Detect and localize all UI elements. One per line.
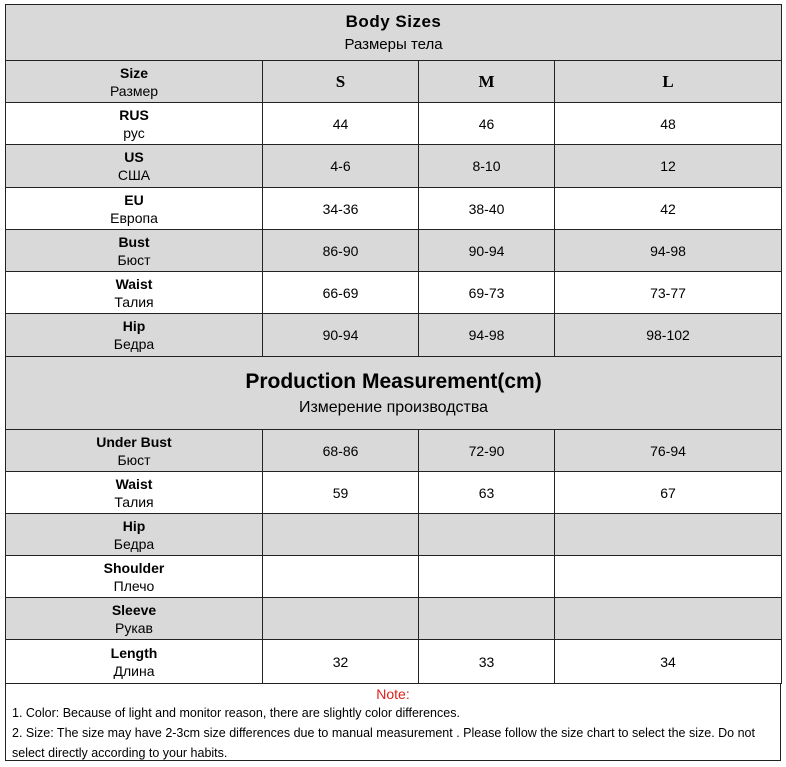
cell-m: 46: [419, 103, 555, 145]
production-subtitle: Измерение производства: [298, 399, 489, 416]
row-label: RUS рус: [6, 103, 263, 145]
table-row: [6, 230, 782, 272]
cell-s: [263, 556, 419, 598]
cell-s: [263, 514, 419, 556]
table-row: [6, 145, 782, 188]
cell-m: 69-73: [419, 272, 555, 314]
table-row: [6, 640, 782, 684]
table-row: [6, 472, 782, 514]
table-row: [6, 188, 782, 230]
cell-l: [555, 514, 782, 556]
note-line-size: 2. Size: The size may have 2-3cm size differences due to manual measurement . Please follow the size chart to select the size. Do not select directly according to your habits.: [12, 726, 755, 760]
cell-m: 8-10: [419, 145, 555, 188]
size-header-s: S: [263, 61, 419, 103]
row-label: Hip Бедра: [6, 314, 263, 357]
size-header-l: L: [555, 61, 782, 103]
size-chart: [5, 4, 781, 761]
cell-m: 33: [419, 640, 555, 684]
row-label: Sleeve Рукав: [6, 598, 263, 640]
table-row: [6, 103, 782, 145]
cell-s: 86-90: [263, 230, 419, 272]
size-header-label: Size Размер: [6, 61, 263, 103]
note-line-color: 1. Color: Because of light and monitor reason, there are slightly color differences.: [12, 706, 460, 720]
table-row: [6, 556, 782, 598]
body-sizes-title: Body Sizes: [345, 11, 442, 31]
cell-s: 59: [263, 472, 419, 514]
cell-l: 76-94: [555, 430, 782, 472]
cell-l: 34: [555, 640, 782, 684]
cell-s: 66-69: [263, 272, 419, 314]
table-row: [6, 430, 782, 472]
body-sizes-header: [6, 5, 782, 61]
row-label: Under Bust Бюст: [6, 430, 263, 472]
cell-m: 72-90: [419, 430, 555, 472]
cell-l: [555, 598, 782, 640]
size-header-m: M: [419, 61, 555, 103]
row-label: Waist Талия: [6, 472, 263, 514]
cell-m: 94-98: [419, 314, 555, 357]
cell-s: 68-86: [263, 430, 419, 472]
production-title: Production Measurement(cm): [245, 370, 542, 393]
notes-box: [5, 684, 781, 761]
cell-s: 32: [263, 640, 419, 684]
cell-s: 4-6: [263, 145, 419, 188]
cell-m: 38-40: [419, 188, 555, 230]
table-row: [6, 598, 782, 640]
cell-m: 90-94: [419, 230, 555, 272]
cell-s: 90-94: [263, 314, 419, 357]
cell-l: 67: [555, 472, 782, 514]
body-sizes-subtitle: Размеры тела: [344, 35, 443, 53]
table-row: [6, 314, 782, 357]
cell-l: 48: [555, 103, 782, 145]
row-label: Shoulder Плечо: [6, 556, 263, 598]
row-label: Bust Бюст: [6, 230, 263, 272]
cell-l: [555, 556, 782, 598]
row-label: Waist Талия: [6, 272, 263, 314]
production-header: [6, 357, 782, 430]
cell-m: 63: [419, 472, 555, 514]
row-label: US США: [6, 145, 263, 188]
cell-m: [419, 598, 555, 640]
cell-l: 42: [555, 188, 782, 230]
cell-l: 94-98: [555, 230, 782, 272]
table-row: [6, 272, 782, 314]
cell-s: 34-36: [263, 188, 419, 230]
production-header-row: [6, 357, 782, 430]
cell-l: 98-102: [555, 314, 782, 357]
cell-s: [263, 598, 419, 640]
notes-title: Note:: [376, 686, 410, 702]
size-table: [5, 4, 782, 684]
table-row: [6, 514, 782, 556]
cell-s: 44: [263, 103, 419, 145]
row-label: Length Длина: [6, 640, 263, 684]
cell-m: [419, 556, 555, 598]
cell-l: 12: [555, 145, 782, 188]
size-header-row: [6, 61, 782, 103]
cell-l: 73-77: [555, 272, 782, 314]
row-label: Hip Бедра: [6, 514, 263, 556]
cell-m: [419, 514, 555, 556]
row-label: EU Европа: [6, 188, 263, 230]
body-sizes-header-row: [6, 5, 782, 61]
